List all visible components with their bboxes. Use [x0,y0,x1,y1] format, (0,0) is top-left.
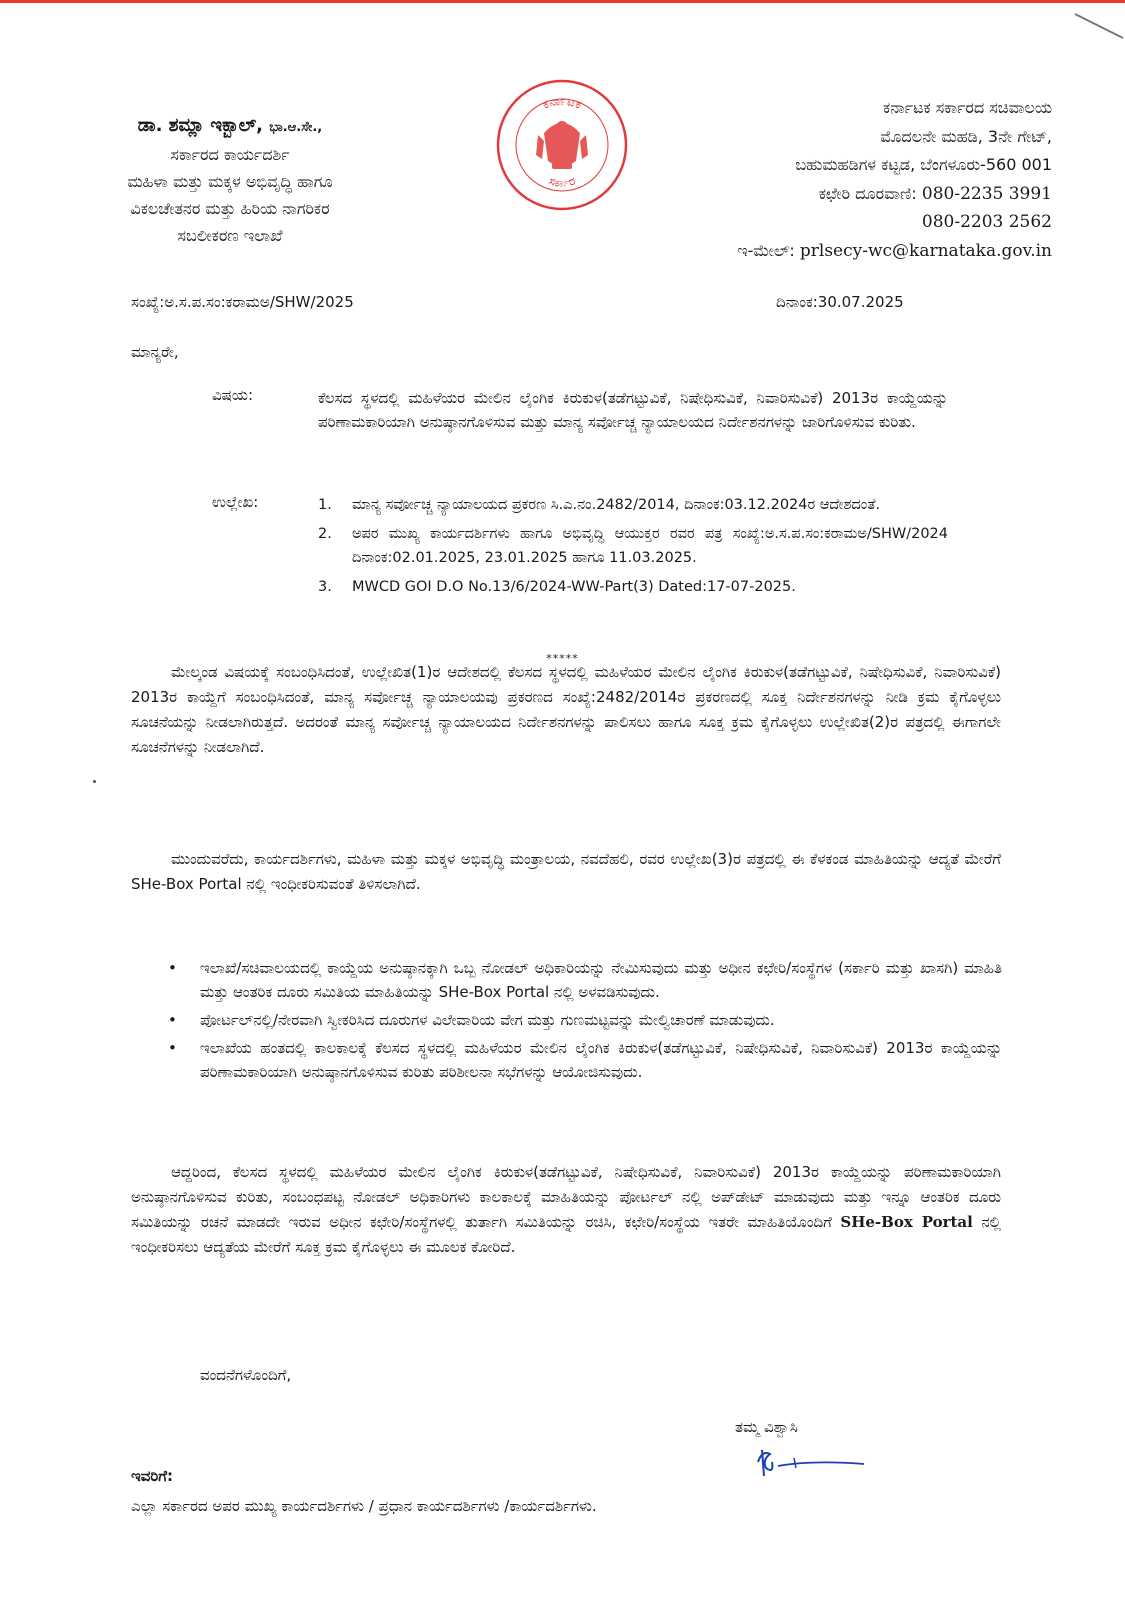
final-paragraph-bold: SHe-Box Portal [840,1213,973,1231]
action-bullet-3: • ಇಲಾಖೆಯ ಹಂತದಲ್ಲಿ ಕಾಲಕಾಲಕ್ಕೆ ಕೆಲಸದ ಸ್ಥಳದಲ್ಲಿ ಮಹಿಳೆಯರ ಮೇಲಿನ ಲೈಂಗಿಕ ಕಿರುಕುಳ(ತಡೆಗಟ್ಟುವಿಕೆ, ನಿಷೇಧಿಸುವಿಕೆ, ನಿವಾರಿಸುವಿಕೆ) 2013ರ ಕಾಯ್ದೆಯನ್ನು ಪರಿಣಾಮಕಾರಿಯಾಗಿ ಅನುಷ್ಠಾನಗೊಳಿಸುವ ಕುರಿತು ಪರಿಶೀಲನಾ ಸಭೆಗಳನ್ನು ಆಯೋಜಿಸುವುದು. [160,1036,1002,1084]
reference-number-2: 2. [318,526,332,542]
body-paragraph-2: ಮುಂದುವರೆದು, ಕಾರ್ಯದರ್ಶಿಗಳು, ಮಹಿಳಾ ಮತ್ತು ಮಕ್ಕಳ ಅಭಿವೃದ್ಧಿ ಮಂತ್ರಾಲಯ, ನವದೆಹಲಿ, ರವರ ಉಲ್ಲೇಖ(3)ರ ಪತ್ರದಲ್ಲಿ ಈ ಕೆಳಕಂಡ ಮಾಹಿತಿಯನ್ನು ಆದ್ಯತೆ ಮೇರೆಗೆ SHe-Box Portal ನಲ್ಲಿ ಇಂಧೀಕರಿಸುವಂತೆ ತಿಳಿಸಲಾಗಿದೆ. [131,850,1001,893]
svg-text:ಸರ್ಕಾರ [547,174,577,190]
department-line-1: ಮಹಿಳಾ ಮತ್ತು ಮಕ್ಕಳ ಅಭಿವೃದ್ಧಿ ಹಾಗೂ [127,172,333,191]
svg-text:ಕರ್ನಾಟಕ [541,93,584,111]
phone-number-2: 080-2203 2562 [921,212,1052,232]
reference-text-1: ಮಾನ್ಯ ಸರ್ವೋಚ್ಚ ನ್ಯಾಯಾಲಯದ ಪ್ರಕರಣ ಸಿ.ಎ.ನಂ.2482/2014, ದಿನಾಂಕ:03.12.2024ರ ಆದೇಶದಂತೆ. [352,497,881,513]
office-phone-line [652,180,1052,209]
sender-block [60,112,400,249]
sender-suffix: ಭಾ.ಆ.ಸೇ., [269,120,323,135]
action-bullet-list [160,956,1002,1088]
references-label: ಉಲ್ಲೇಖ: [212,493,259,511]
sender-name-line [60,112,400,141]
subject-label: ವಿಷಯ: [212,386,253,404]
email-line [652,237,1052,266]
reference-number: ಸಂಖ್ಯೆ:ಅ.ಸ.ಪ.ಸಂ:ಕರಾಮಅ/SHW/2025 [131,293,354,311]
addressee-text: ಎಲ್ಲಾ ಸರ್ಕಾರದ ಅಪರ ಮುಖ್ಯ ಕಾರ್ಯದರ್ಶಿಗಳು / ಪ್ರಧಾನ ಕಾರ್ಯದರ್ಶಿಗಳು /ಕಾರ್ಯದರ್ಶಿಗಳು. [131,1497,597,1515]
reference-item [318,493,948,517]
top-edge-line [0,0,1125,3]
office-address-block [652,94,1052,265]
scan-speck [93,780,96,783]
section-separator: ***** [546,652,579,665]
references-list [318,493,948,604]
address-line-1: ಕರ್ನಾಟಕ ಸರ್ಕಾರದ ಸಚಿವಾಲಯ [883,98,1052,117]
final-paragraph-text: ಆದ್ದರಿಂದ, ಕೆಲಸದ ಸ್ಥಳದಲ್ಲಿ ಮಹಿಳೆಯರ ಮೇಲಿನ ಲೈಂಗಿಕ ಕಿರುಕುಳ(ತಡೆಗಟ್ಟುವಿಕೆ, ನಿಷೇಧಿಸುವಿಕೆ, ನಿವಾರಿಸುವಿಕೆ) 2013ರ ಕಾಯ್ದೆಯನ್ನು ಪರಿಣಾಮಕಾರಿಯಾಗಿ ಅನುಷ್ಠಾನಗೊಳಿಸುವ ಕುರಿತು, ಸಂಬಂಧಪಟ್ಟ ನೋಡಲ್ ಅಧಿಕಾರಿಗಳು ಕಾಲಕಾಲಕ್ಕೆ ಮಾಹಿತಿಯನ್ನು ಪೋರ್ಟಲ್ ನಲ್ಲಿ ಅಪ್‌ಡೇಟ್ ಮಾಡುವುದು ಮತ್ತು ಇನ್ನೂ ಆಂತರಿಕ ದೂರು ಸಮಿತಿಯನ್ನು ರಚನೆ ಮಾಡದೇ ಇರುವ ಅಧೀನ ಕಛೇರಿ/ಸಂಸ್ಥೆಗಳಲ್ಲಿ ತುರ್ತಾಗಿ ಸಮಿತಿಯನ್ನು ರಚಿಸಿ, ಕಛೇರಿ/ಸಂಸ್ಥೆಯ ಇತರೇ ಮಾಹಿತಿಯೊಂದಿಗೆ [131,1163,1001,1231]
department-line-2: ವಿಕಲಚೇತನರ ಮತ್ತು ಹಿರಿಯ ನಾಗರಿಕರ [130,199,330,218]
handwritten-signature [752,1436,872,1482]
closing-greeting: ವಂದನೆಗಳೊಂದಿಗೆ, [200,1366,292,1384]
reference-item [318,522,948,570]
department-line-3: ಸಬಲೀಕರಣ ಇಲಾಖೆ [177,226,283,245]
seal-bottom-text: ಸರ್ಕಾರ [547,173,577,190]
seal-top-text: ಕರ್ನಾಟಕ [540,93,584,112]
address-line-2: ಮೊದಲನೇ ಮಹಡಿ, 3ನೇ ಗೇಟ್, [880,126,1052,146]
email-label: ಇ-ಮೇಲ್: [737,240,795,260]
sender-designation: ಸರ್ಕಾರದ ಕಾರ್ಯದರ್ಶಿ [170,145,290,164]
reference-number-1: 1. [318,497,332,513]
page-corner-fold [1065,4,1125,44]
phone-label: ಕಛೇರಿ ದೂರವಾಣಿ: [818,183,917,203]
action-bullet-2: • ಪೋರ್ಟಲ್‌ನಲ್ಲಿ/ನೇರವಾಗಿ ಸ್ವೀಕರಿಸಿದ ದೂರುಗಳ ವಿಲೇವಾರಿಯ ವೇಗ ಮತ್ತು ಗುಣಮಟ್ಟವನ್ನು ಮೇಲ್ವಿಚಾರಣೆ ಮಾಡುವುದು. [160,1008,1002,1032]
reference-text-3: MWCD GOI D.O No.13/6/2024-WW-Part(3) Dated:17-07-2025. [352,579,796,595]
address-line-3: ಬಹುಮಹಡಿಗಳ ಕಟ್ಟಡ, ಬೆಂಗಳೂರು-560 001 [795,155,1052,174]
email-address: prlsecy-wc@karnataka.gov.in [799,240,1052,261]
reference-number-3: 3. [318,579,332,595]
reference-item [318,575,948,599]
final-paragraph [131,1160,1001,1260]
government-seal-emblem [492,75,632,215]
body-paragraph-1: ಮೇಲ್ಕಂಡ ವಿಷಯಕ್ಕೆ ಸಂಬಂಧಿಸಿದಂತೆ, ಉಲ್ಲೇಖಿತ(1)ರ ಆದೇಶದಲ್ಲಿ ಕೆಲಸದ ಸ್ಥಳದಲ್ಲಿ ಮಹಿಳೆಯರ ಮೇಲಿನ ಲೈಂಗಿಕ ಕಿರುಕುಳ(ತಡೆಗಟ್ಟುವಿಕೆ, ನಿಷೇಧಿಸುವಿಕೆ, ನಿವಾರಿಸುವಿಕೆ) 2013ರ ಕಾಯ್ದೆಗೆ ಸಂಬಂಧಿಸಿದಂತೆ, ಮಾನ್ಯ ಸರ್ವೋಚ್ಚ ನ್ಯಾಯಾಲಯವು ಪ್ರಕರಣದ ಸಂಖ್ಯೆ:2482/2014ರ ಪ್ರಕರಣದಲ್ಲಿ ಸೂಕ್ತ ನಿರ್ದೇಶನಗಳನ್ನು ನೀಡಿ ಕ್ರಮ ಕೈಗೊಳ್ಳಲು ಸೂಚನೆಯನ್ನು ನೀಡಲಾಗಿರುತ್ತದೆ. ಅದರಂತೆ ಮಾನ್ಯ ಸರ್ವೋಚ್ಚ ನ್ಯಾಯಾಲಯದ ನಿರ್ದೇಶನಗಳನ್ನು ಪಾಲಿಸಲು ಹಾಗೂ ಸೂಕ್ತ ಕ್ರಮ ಕೈಗೊಳ್ಳಲು ಉಲ್ಲೇಖಿತ(2)ರ ಪತ್ರದಲ್ಲಿ ಈಗಾಗಲೇ ಸೂಚನೆಗಳನ್ನು ನೀಡಲಾಗಿದೆ. [131,663,1001,756]
salutation: ಮಾನ್ಯರೇ, [131,343,179,361]
reference-text-2: ಅಪರ ಮುಖ್ಯ ಕಾರ್ಯದರ್ಶಿಗಳು ಹಾಗೂ ಅಭಿವೃದ್ಧಿ ಆಯುಕ್ತರ ರವರ ಪತ್ರ ಸಂಖ್ಯೆ:ಅ.ಸ.ಪ.ಸಂ:ಕರಾಮಅ/SHW/2024 ದಿನಾಂಕ:02.01.2025, 23.01.2025 ಹಾಗೂ 11.03.2025. [352,526,948,566]
sender-name: ಡಾ. ಶಮ್ಲಾ ಇಕ್ಬಾಲ್, [137,115,263,136]
final-paragraph-end: ನಲ್ಲಿ ಇಂಧೀಕರಿಸಲು ಆದ್ಯತೆಯ ಮೇರೆಗೆ ಸೂಕ್ತ ಕ್ರಮ ಕೈಗೊಳ್ಳಲು ಈ ಮೂಲಕ ಕೋರಿದೆ. [131,1213,1001,1256]
action-bullet-1: • ಇಲಾಖೆ/ಸಚಿವಾಲಯದಲ್ಲಿ ಕಾಯ್ದೆಯ ಅನುಷ್ಠಾನಕ್ಕಾಗಿ ಒಬ್ಬ ನೋಡಲ್ ಅಧಿಕಾರಿಯನ್ನು ನೇಮಿಸುವುದು ಮತ್ತು ಅಧೀನ ಕಛೇರಿ/ಸಂಸ್ಥೆಗಳ (ಸರ್ಕಾರಿ ಮತ್ತು ಖಾಸಗಿ) ಮಾಹಿತಿ ಮತ್ತು ಆಂತರಿಕ ದೂರು ಸಮಿತಿಯ ಮಾಹಿತಿಯನ್ನು SHe-Box Portal ನಲ್ಲಿ ಅಳವಡಿಸುವುದು. [160,956,1002,1004]
yours-faithfully: ತಮ್ಮ ವಿಶ್ವಾಸಿ [735,1418,798,1436]
phone-number-1: 080-2235 3991 [921,183,1052,204]
letter-date: ದಿನಾಂಕ:30.07.2025 [776,293,904,311]
subject-text: ಕೆಲಸದ ಸ್ಥಳದಲ್ಲಿ ಮಹಿಳೆಯರ ಮೇಲಿನ ಲೈಂಗಿಕ ಕಿರುಕುಳ(ತಡೆಗಟ್ಟುವಿಕೆ, ನಿಷೇಧಿಸುವಿಕೆ, ನಿವಾರಿಸುವಿಕೆ) 2013ರ ಕಾಯ್ದೆಯನ್ನು ಪರಿಣಾಮಕಾರಿಯಾಗಿ ಅನುಷ್ಠಾನಗೊಳಿಸುವ ಮತ್ತು ಮಾನ್ಯ ಸರ್ವೋಚ್ಚ ನ್ಯಾಯಾಲಯದ ನಿರ್ದೇಶನಗಳನ್ನು ಜಾರಿಗೊಳಿಸುವ ಕುರಿತು. [318,389,948,431]
addressee-label: ಇವರಿಗೆ: [131,1467,174,1485]
